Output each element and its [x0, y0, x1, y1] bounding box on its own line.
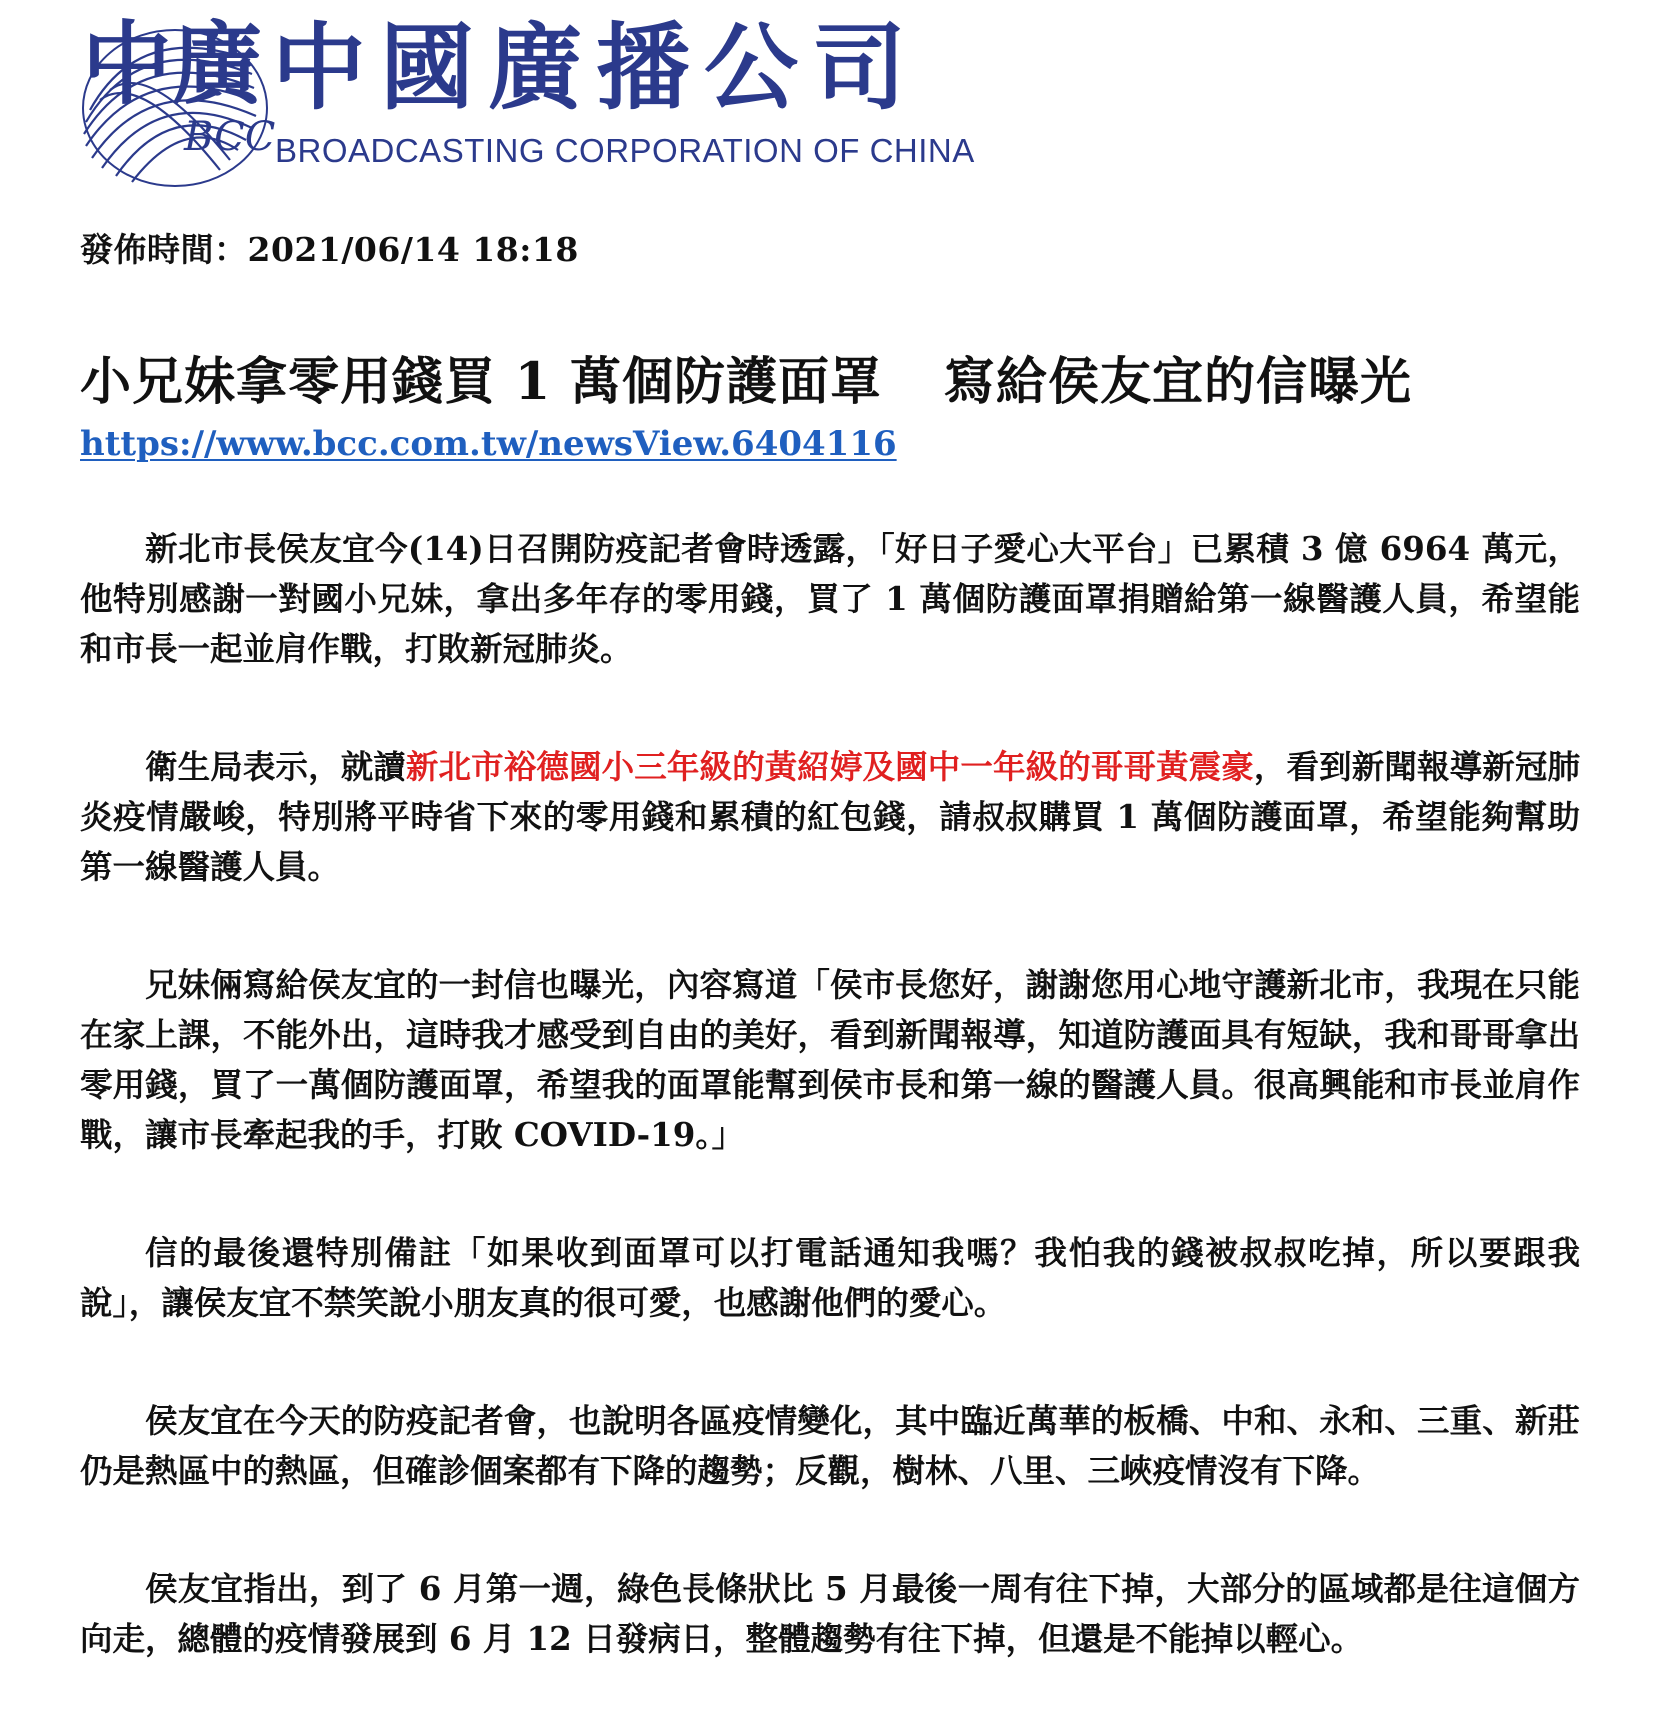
paragraph-5: 侯友宜在今天的防疫記者會，也說明各區疫情變化，其中臨近萬華的板橋、中和、永和、三重、新莊仍是熱區中的熱區，但確診個案都有下降的趨勢；反觀，樹林、八里、三峽疫情沒有下降。 [80, 1401, 1580, 1490]
bcc-logo [80, 0, 980, 200]
paragraph-3: 兄妹倆寫給侯友宜的一封信也曝光，內容寫道「侯市長您好，謝謝您用心地守護新北市，我現在只能在家上課，不能外出，這時我才感受到自由的美好，看到新聞報導，知道防護面具有短缺，我和哥哥拿出零用錢，買了一萬個防護面罩，希望我的面罩能幫到侯市長和第一線的醫護人員。很高興能和市長並肩作戰，讓市長牽起我的手，打敗 COVID-19。」 [80, 965, 1580, 1154]
paragraph-2-highlight: 新北市裕德國小三年級的黃紹婷及國中一年級的哥哥黃震豪 [405, 747, 1254, 786]
paragraph-2-lead: 衛生局表示，就讀 [145, 747, 406, 786]
headline-sub: 寫給侯友宜的信曝光 [944, 352, 1413, 412]
paragraph-2 [80, 742, 1580, 892]
logo-chinese-name: 中國廣播公司 [272, 14, 921, 123]
source-link[interactable]: https://www.bcc.com.tw/newsView.6404116 [80, 424, 897, 464]
bcc-logo-graphic [80, 0, 980, 200]
logo-abbr: BCC [184, 114, 276, 160]
article-body [80, 524, 1580, 1732]
article-headline [80, 340, 1412, 414]
headline-main: 小兄妹拿零用錢買 1 萬個防護面罩 [80, 352, 882, 412]
publish-time: 發佈時間：2021/06/14 18:18 [80, 230, 579, 269]
logo-short-name: 中廣 [82, 12, 262, 117]
paragraph-1: 新北市長侯友宜今(14)日召開防疫記者會時透露，「好日子愛心大平台」已累積 3 億 6964 萬元，他特別感謝一對國小兄妹，拿出多年存的零用錢，買了 1 萬個防護面罩捐贈給第一線醫護人員，希望能和市長一起並肩作戰，打敗新冠肺炎。 [80, 529, 1580, 668]
paragraph-4: 信的最後還特別備註「如果收到面罩可以打電話通知我嗎？我怕我的錢被叔叔吃掉，所以要跟我說」，讓侯友宜不禁笑說小朋友真的很可愛，也感謝他們的愛心。 [80, 1233, 1580, 1322]
paragraph-6: 侯友宜指出，到了 6 月第一週，綠色長條狀比 5 月最後一周有往下掉，大部分的區域都是往這個方向走，總體的疫情發展到 6 月 12 日發病日，整體趨勢有往下掉，但還是不能掉以輕心。 [80, 1569, 1580, 1658]
paragraph-2-rest: ，看到新聞報導新冠肺炎疫情嚴峻，特別將平時省下來的零用錢和累積的紅包錢，請叔叔購買 1 萬個防護面罩，希望能夠幫助第一線醫護人員。 [80, 747, 1580, 886]
logo-english-name: BROADCASTING CORPORATION OF CHINA [275, 132, 975, 169]
